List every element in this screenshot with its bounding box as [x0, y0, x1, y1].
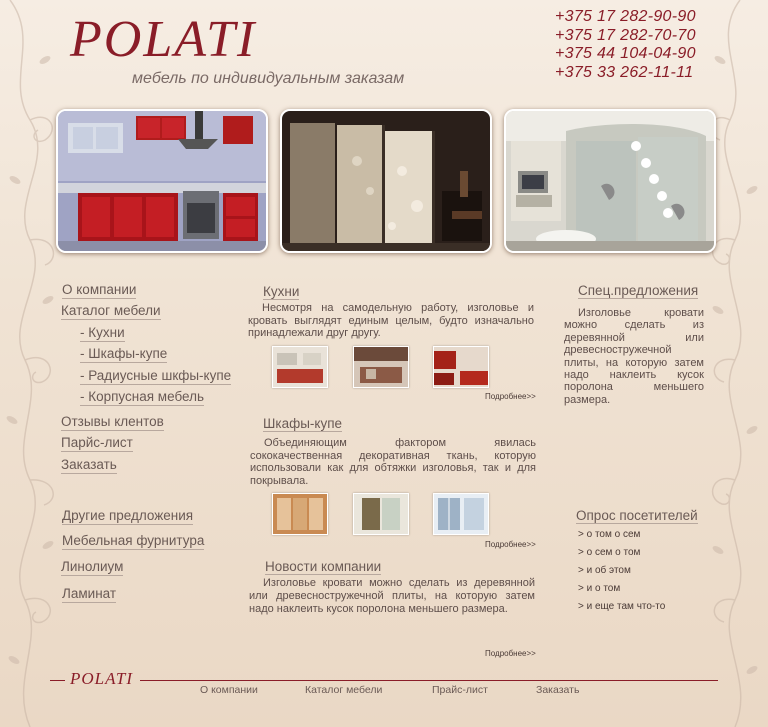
nav-laminate[interactable]: Ламинат [62, 586, 117, 601]
chevron-right-icon: > [578, 583, 584, 594]
wardrobes-title[interactable]: Шкафы-купе [263, 416, 343, 431]
nav-linoleum[interactable]: Линолиум [61, 559, 124, 574]
nav-order[interactable]: Заказать [61, 457, 117, 472]
kitchen-thumb[interactable] [353, 346, 409, 388]
poll-option[interactable]: > и о том [578, 583, 621, 594]
kitchens-title[interactable]: Кухни [263, 284, 300, 299]
footer-link-price[interactable]: Прайс-лист [432, 684, 488, 696]
nav-reviews[interactable]: Отзывы клентов [61, 414, 164, 429]
site-slogan: мебель по индивидуальным заказам [132, 70, 405, 87]
nav-wardrobes[interactable]: - Шкафы-купе [80, 346, 168, 361]
footer-logo[interactable]: POLATI [70, 669, 133, 688]
poll-option[interactable]: > о сем о том [578, 547, 641, 558]
kitchen-photo[interactable] [56, 109, 268, 253]
nav-cabinet-furniture[interactable]: - Корпусная мебель [80, 389, 204, 404]
poll-option[interactable]: > о том о сем [578, 529, 641, 540]
phone-number: +375 17 282-70-70 [555, 26, 696, 44]
phone-number: +375 17 282-90-90 [555, 8, 696, 25]
interior-photo[interactable] [504, 109, 716, 253]
news-more-link[interactable]: Подробнее>> [485, 649, 536, 658]
kitchens-text: Несмотря на самодельную работу, изголовье и кровать выглядят единым целым, будто изначально принадлежали друг другу. [248, 302, 534, 339]
chevron-right-icon: > [578, 547, 584, 558]
nav-catalog[interactable]: Каталог мебели [61, 303, 161, 318]
kitchen-thumb[interactable] [272, 346, 328, 388]
footer-link-about[interactable]: О компании [200, 684, 258, 696]
wardrobe-thumb[interactable] [433, 493, 489, 535]
wardrobe-photo[interactable] [280, 109, 492, 253]
kitchens-more-link[interactable]: Подробнее>> [485, 392, 536, 401]
special-offers-text: Изголовье кровати можно сделать из деревянной или древесностружечной плиты, на которую затем надо наклеить кусок поролона меньшего размера. [564, 307, 704, 406]
chevron-right-icon: > [578, 529, 584, 540]
nav-other-offers[interactable]: Другие предложения [62, 508, 194, 523]
phone-number: +375 33 262-11-11 [555, 63, 694, 81]
wardrobe-thumb[interactable] [272, 493, 328, 535]
footer-divider-left [50, 680, 65, 681]
nav-about[interactable]: О компании [62, 282, 137, 297]
phone-list [555, 8, 696, 82]
nav-kitchens[interactable]: - Кухни [80, 325, 125, 340]
nav-price-list[interactable]: Парйс-лист [61, 435, 133, 450]
poll-option[interactable]: > и об этом [578, 565, 631, 576]
nav-radius-wardrobes[interactable]: - Радиусные шкфы-купе [80, 368, 232, 383]
footer-link-catalog[interactable]: Каталог мебели [305, 684, 383, 696]
poll-option[interactable]: > и еще там что-то [578, 601, 666, 612]
poll-list [578, 526, 665, 616]
chevron-right-icon: > [578, 601, 584, 612]
site-logo[interactable]: POLATI [70, 11, 257, 68]
nav-furniture-fittings[interactable]: Мебельная фурнитура [62, 533, 205, 548]
news-text: Изголовье кровати можно сделать из деревянной или древесностружечной плиты, на которую затем надо наклеить кусок поролона меньшего размера. [249, 577, 535, 615]
decorative-swirl-left [0, 0, 70, 727]
footer-link-order[interactable]: Заказать [536, 684, 580, 696]
phone-number: +375 44 104-04-90 [555, 45, 696, 62]
poll-title[interactable]: Опрос посетителей [576, 508, 698, 523]
kitchen-thumb[interactable] [433, 346, 489, 388]
wardrobes-text: Объединяющим фактором явилась сококачественная декоративная ткань, которую использовали как для обтяжки изголовья, так и для покрывала. [250, 437, 536, 487]
wardrobe-thumb[interactable] [353, 493, 409, 535]
news-title[interactable]: Новости компании [265, 559, 382, 574]
special-offers-title[interactable]: Спец.предложения [578, 283, 699, 298]
chevron-right-icon: > [578, 565, 584, 576]
wardrobes-more-link[interactable]: Подробнее>> [485, 540, 536, 549]
footer-divider [140, 680, 718, 681]
